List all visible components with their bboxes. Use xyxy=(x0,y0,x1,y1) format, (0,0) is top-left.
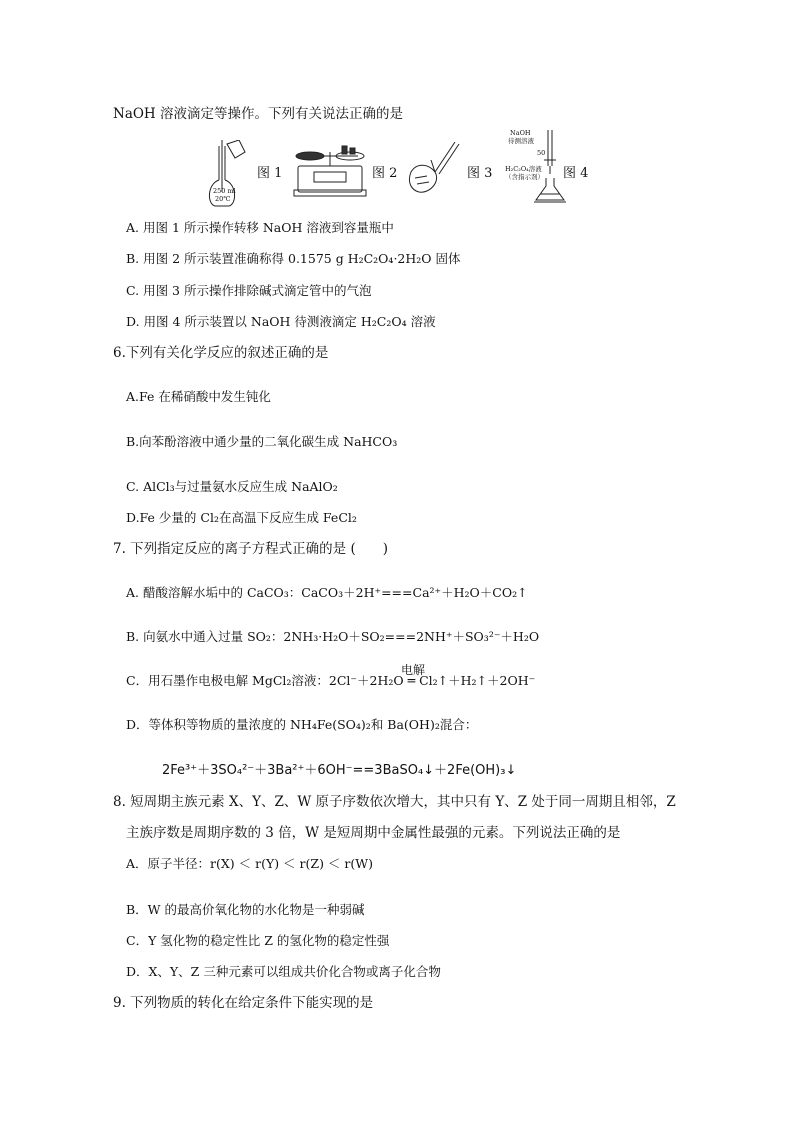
q7-option-b: B. 向氨水中通入过量 SO₂：2NH₃·H₂O＋SO₂===2NH⁺＋SO₃²⁻＋H₂O xyxy=(126,629,540,644)
q8-stem-line2: 主族序数是周期序数的 3 倍，W 是短周期中金属性最强的元素。下列说法正确的是 xyxy=(126,825,621,841)
fig1-label: 图 1 xyxy=(257,166,283,181)
fig4-sample-text: 待测溶液 xyxy=(508,137,534,145)
volumetric-flask-figure xyxy=(205,140,265,208)
q5-option-d: D. 用图 4 所示装置以 NaOH 待测液滴定 H₂C₂O₄ 溶液 xyxy=(126,314,436,329)
fig4-indicator-text: （含指示剂） xyxy=(505,173,544,181)
q5-option-b: B. 用图 2 所示装置准确称得 0.1575 g H₂C₂O₄·2H₂O 固体 xyxy=(126,251,461,266)
fig4-acid-text: H₂C₂O₄溶液 xyxy=(505,165,542,173)
electrolysis-label: 电解 xyxy=(401,663,426,677)
flask-temp-text: 20℃ xyxy=(215,195,231,203)
q6-option-a: A.Fe 在稀硝酸中发生钝化 xyxy=(126,389,271,404)
q8-option-a: A．原子半径：r(X) ＜ r(Y) ＜ r(Z) ＜ r(W) xyxy=(126,856,373,871)
q7-option-d: D．等体积等物质的量浓度的 NH₄Fe(SO₄)₂和 Ba(OH)₂混合： xyxy=(126,717,478,732)
q6-option-b: B.向苯酚溶液中通少量的二氧化碳生成 NaHCO₃ xyxy=(126,434,398,449)
q8-option-b: B．W 的最高价氧化物的水化物是一种弱碱 xyxy=(126,902,365,917)
fig4-mark-text: 50 xyxy=(537,149,546,157)
q7-stem: 7. 下列指定反应的离子方程式正确的是 ( ) xyxy=(113,541,388,557)
q6-option-c: C. AlCl₃与过量氨水反应生成 NaAlO₂ xyxy=(126,479,338,494)
flask-volume-text: 250 ml xyxy=(213,187,236,195)
balance-figure xyxy=(290,142,370,198)
q5-intro: NaOH 溶液滴定等操作。下列有关说法正确的是 xyxy=(113,106,403,122)
q8-stem-line1: 8. 短周期主族元素 X、Y、Z、W 原子序数依次增大，其中只有 Y、Z 处于同一周期且相邻，Z xyxy=(113,794,676,810)
q5-option-a: A. 用图 1 所示操作转移 NaOH 溶液到容量瓶中 xyxy=(126,220,394,235)
fig4-naoh-text: NaOH xyxy=(510,129,531,137)
q7-option-a: A. 醋酸溶解水垢中的 CaCO₃：CaCO₃＋2H⁺===Ca²⁺＋H₂O＋CO₂↑ xyxy=(126,585,528,600)
q9-stem: 9. 下列物质的转化在给定条件下能实现的是 xyxy=(113,995,374,1011)
fig4-label: 图 4 xyxy=(563,166,589,181)
q5-option-c: C. 用图 3 所示操作排除碱式滴定管中的气泡 xyxy=(126,283,372,298)
q7-option-c: C．用石墨作电极电解 MgCl₂溶液：2Cl⁻＋2H₂O ═ Cl₂↑＋H₂↑＋2OH⁻ xyxy=(126,673,536,688)
q6-option-d: D.Fe 少量的 Cl₂在高温下反应生成 FeCl₂ xyxy=(126,510,357,525)
q7-d-equation: 2Fe³⁺＋3SO₄²⁻＋3Ba²⁺＋6OH⁻==3BaSO₄↓＋2Fe(OH)₃↓ xyxy=(162,763,517,778)
q6-stem: 6.下列有关化学反应的叙述正确的是 xyxy=(113,345,329,361)
burette-bubble-figure xyxy=(405,142,465,198)
fig2-label: 图 2 xyxy=(372,166,398,181)
q8-option-c: C．Y 氢化物的稳定性比 Z 的氢化物的稳定性强 xyxy=(126,933,390,948)
q8-option-d: D．X、Y、Z 三种元素可以组成共价化合物或离子化合物 xyxy=(126,964,441,979)
q5-figures xyxy=(205,129,605,208)
fig3-label: 图 3 xyxy=(467,166,493,181)
